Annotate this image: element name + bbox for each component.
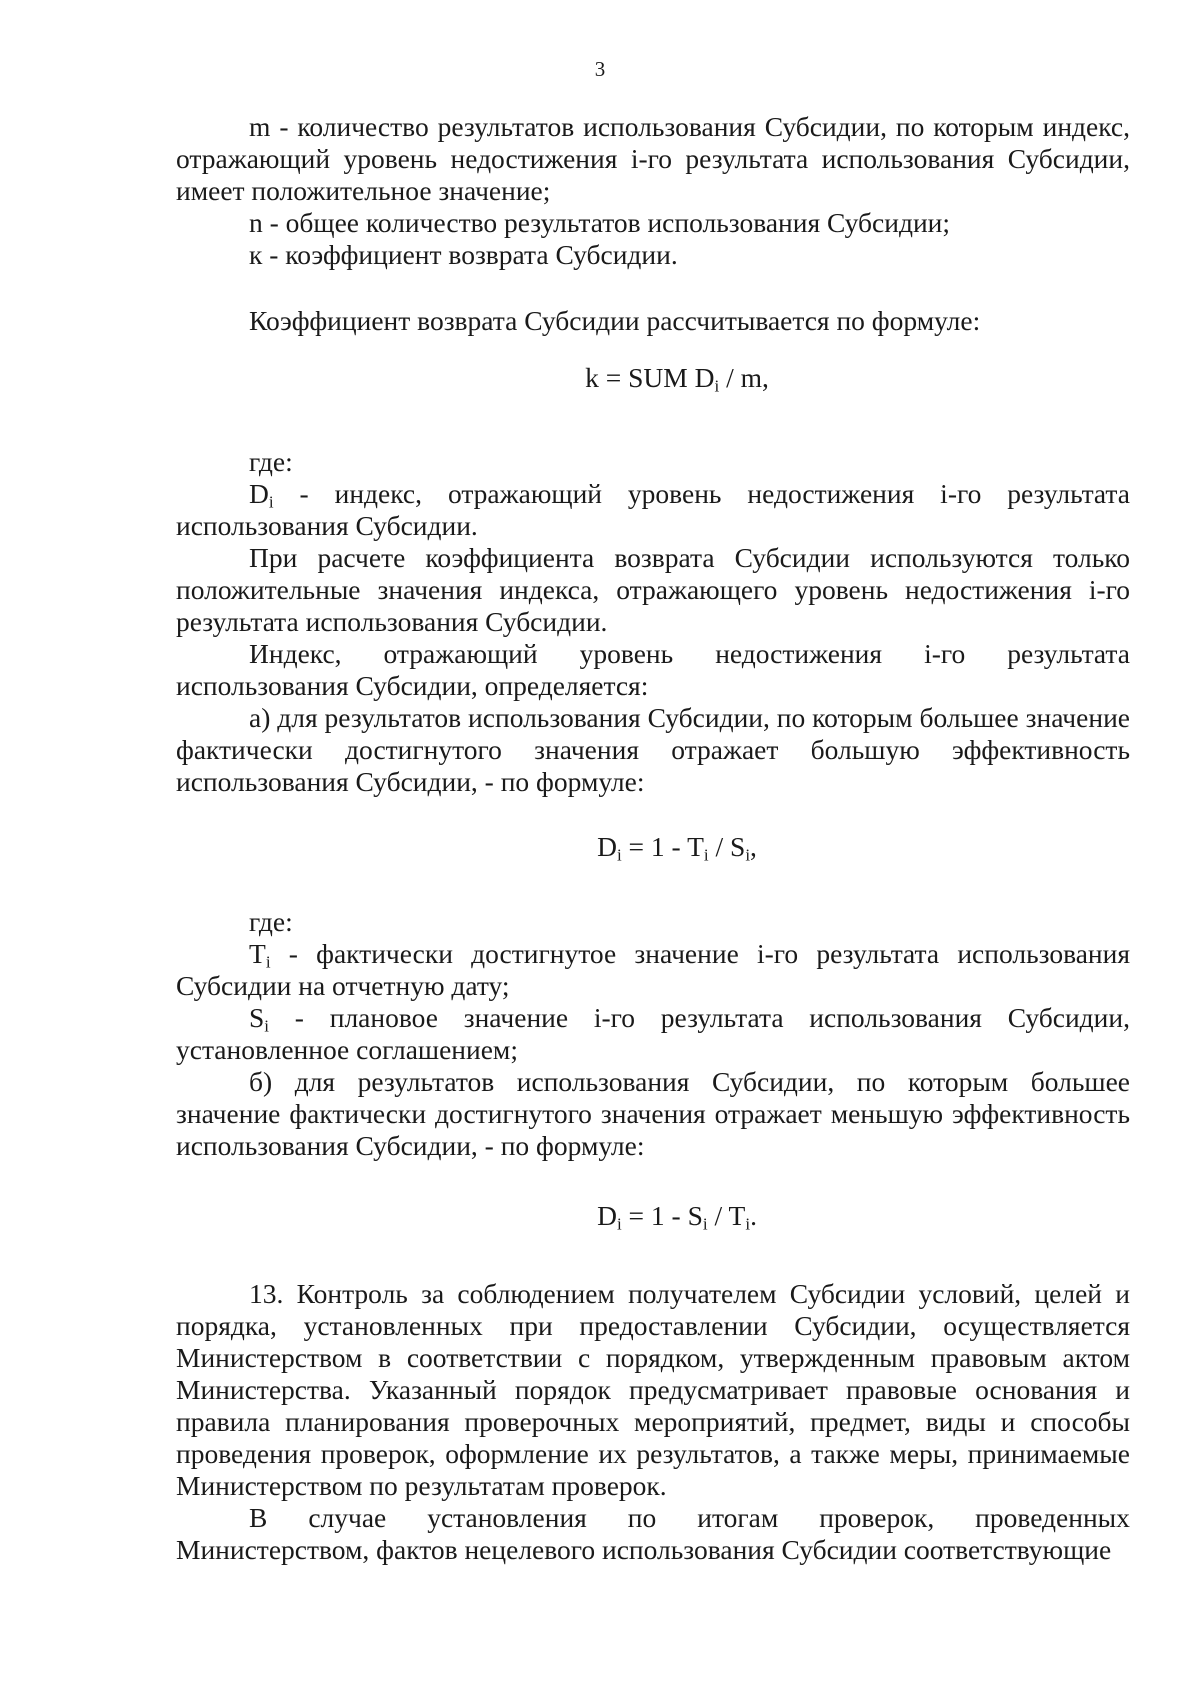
definition-n: n - общее количество результатов использования Субсидии;	[249, 207, 951, 238]
formula-b: $D_i = 1 - S_i / T_i$.	[597, 1200, 757, 1234]
document-body	[176, 111, 1130, 1566]
page-number: 3	[594, 57, 606, 81]
last-paragraph-first-line: В случае установления по итогам проверок, проведенных	[249, 1502, 1130, 1533]
formula-a: $D_i = 1 - T_i / S_i$,	[597, 831, 757, 865]
definition-k: к - коэффициент возврата Субсидии.	[249, 239, 678, 270]
where-label-2: где:	[249, 906, 293, 937]
last-paragraph-continuation: Министерством, фактов нецелевого использования Субсидии соответствующие	[176, 1534, 1112, 1565]
coefficient-intro: Коэффициент возврата Субсидии рассчитывается по формуле:	[249, 305, 981, 336]
formula-k: k = SUM $D_i$ / m,	[585, 362, 769, 396]
definition-di: $D_i$ - индекс, отражающий уровень недостижения i-го результата использования Субсидии.	[176, 478, 1130, 541]
index-line-continuation: использования Субсидии, определяется:	[176, 670, 649, 701]
definition-ti: $T_i$ - фактически достигнутое значение i-го результата использования Субсидии на отчетную дату;	[176, 938, 1130, 1001]
where-label: где:	[249, 446, 293, 477]
item-a: а) для результатов использования Субсидии, по которым большее значение фактически достигнутого значения отражает большую эффективность использования Субсидии, - по формуле:	[176, 702, 1130, 797]
index-line: Индекс, отражающий уровень недостижения i-го результата	[249, 638, 1130, 669]
item-b: б) для результатов использования Субсидии, по которым большее значение фактически достигнутого значения отражает меньшую эффективность использования Субсидии, - по формуле:	[176, 1066, 1130, 1161]
section-13: 13. Контроль за соблюдением получателем Субсидии условий, целей и порядка, установленных при предоставлении Субсидии, осуществляется Министерством в соответствии с порядком, утвержденным правовым актом Министерства. Указанный порядок предусматривает правовые основания и правила планирования проверочных мероприятий, предмет, виды и способы проведения проверок, оформление их результатов, а также меры, принимаемые Министерством по результатам проверок.	[176, 1278, 1130, 1501]
definition-si: $S_i$ - плановое значение i-го результата использования Субсидии, установленное соглашением;	[176, 1002, 1130, 1065]
positive-values-note: При расчете коэффициента возврата Субсидии используются только положительные значения индекса, отражающего уровень недостижения i-го результата использования Субсидии.	[176, 542, 1130, 637]
definition-m: m - количество результатов использования Субсидии, по которым индекс, отражающий уровень недостижения i-го результата использования Субсидии, имеет положительное значение;	[176, 111, 1130, 206]
